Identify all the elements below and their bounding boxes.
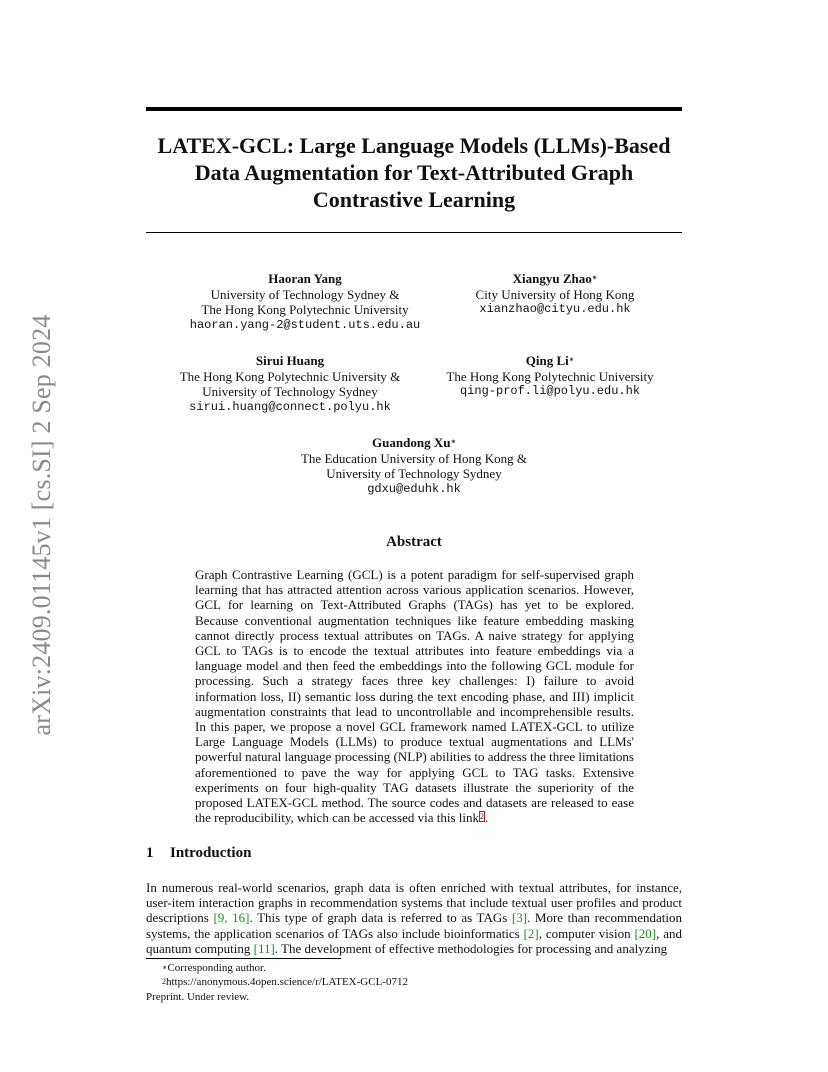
author-block [185, 271, 425, 333]
citation-link[interactable]: [9, 16] [213, 910, 250, 926]
title-line: Data Augmentation for Text-Attributed Graph [194, 160, 634, 185]
intro-paragraph [146, 880, 682, 956]
author-email[interactable]: haoran.yang-2@student.uts.edu.au [189, 317, 421, 332]
section-heading [146, 845, 251, 862]
author-affiliation: University of Technology Sydney [326, 466, 502, 481]
footnote-1 [162, 962, 698, 975]
title-bottom-rule [146, 232, 682, 233]
citation-link[interactable]: [20] [634, 925, 657, 941]
author-affiliation: City University of Hong Kong [475, 286, 635, 302]
title-line: Contrastive Learning [312, 187, 516, 212]
abstract-text [195, 567, 634, 825]
section-title: Introduction [170, 845, 252, 861]
footnote-rule [146, 958, 341, 959]
title-top-rule [146, 107, 682, 111]
author-affiliation: The Education University of Hong Kong & [300, 450, 527, 466]
author-block [280, 435, 548, 497]
author-name: Guandong Xu [372, 435, 451, 450]
preprint-note: Preprint. Under review. [146, 991, 250, 1003]
abstract-heading: Abstract [386, 534, 442, 550]
text-run: . The development of effective methodologies for processing and analyzing [274, 940, 668, 956]
title-line: LATEX-GCL: Large Language Models (LLMs)-Based [157, 133, 671, 158]
author-email[interactable]: gdxu@eduhk.hk [367, 481, 461, 496]
text-run: . This type of graph data is referred to as TAGs [249, 910, 512, 926]
citation-link[interactable]: [11] [253, 940, 275, 956]
text-run: . More than recommendation systems, the application scenarios of TAGs also include bioinformatics [146, 910, 683, 941]
author-name: Sirui Huang [255, 353, 325, 368]
footnote-2 [162, 976, 698, 989]
citation-link[interactable]: [3] [511, 910, 528, 926]
author-affiliation: The Hong Kong Polytechnic University [201, 302, 409, 317]
abstract-body: Graph Contrastive Learning (GCL) is a potent paradigm for self-supervised graph learning that has attracted attention across various application scenarios. However, GCL for learning on Text-Attributed Graphs (TAGs) has yet to be explored. Because conventional augmentation techniques like feature embedding masking cannot directly process textual attributes on TAGs. A naive strategy for applying GCL to TAGs is to encode the textual attributes into feature embeddings via a language model and then feed the embeddings into the following GCL module for processing. Such a strategy faces three key challenges: I) failure to avoid information loss, II) semantic loss during the text encoding phase, and III) implicit augmentation constraints that lead to uncontrollable and incomprehensible results. In this paper, we propose a novel GCL framework named LATEX-GCL to utilize Large Language Models (LLMs) to produce textual augmentations and LLMs' powerful natural language processing (NLP) abilities to address the three limitations aforementioned to pave the way for applying GCL to TAG tasks. Extensive experiments on four high-quality TAG datasets illustrate the superiority of the proposed LATEX-GCL method. The source codes and datasets are released to ease the reproducibility, which can be accessed via this link [195, 567, 634, 826]
corresponding-mark: ∗ [568, 355, 575, 364]
author-name: Qing Li [525, 353, 569, 368]
corresponding-mark: ∗ [591, 273, 598, 282]
text-run: , computer vision [538, 925, 635, 941]
abstract-end: . [484, 810, 489, 826]
author-email[interactable]: xianzhao@cityu.edu.hk [479, 302, 631, 316]
text-run: In numerous real-world scenarios, graph data is often enriched with textual attributes, for instance, user-item interaction graphs in recommendation systems that include textual user profiles and product descriptions [146, 880, 682, 926]
footnote-text: Corresponding author. [167, 962, 266, 974]
footnote-url[interactable]: https://anonymous.4open.science/r/LATEX-GCL-0712 [166, 976, 408, 988]
author-name: Xiangyu Zhao [512, 271, 592, 286]
author-affiliation: The Hong Kong Polytechnic University & [179, 368, 401, 384]
citation-link[interactable]: [2] [523, 925, 539, 941]
section-number: 1 [146, 845, 154, 861]
author-block [170, 353, 410, 415]
author-email[interactable]: sirui.huang@connect.polyu.hk [189, 399, 391, 414]
author-block [450, 271, 660, 318]
author-affiliation: University of Technology Sydney [202, 384, 378, 399]
text-run: , and quantum computing [146, 925, 682, 956]
footnote-mark: ∗ [162, 963, 168, 972]
arxiv-identifier: arXiv:2409.01145v1 [cs.SI] 2 Sep 2024 [27, 314, 56, 736]
author-name: Haoran Yang [268, 271, 342, 286]
author-affiliation: University of Technology Sydney & [210, 286, 400, 302]
paper-title [146, 132, 682, 213]
corresponding-mark: ∗ [450, 437, 456, 446]
author-affiliation: The Hong Kong Polytechnic University [446, 368, 654, 384]
footnote-mark: 2 [162, 977, 166, 986]
author-block [430, 353, 670, 400]
author-email[interactable]: qing-prof.li@polyu.edu.hk [459, 384, 641, 398]
footnote-link[interactable]: 2 [479, 812, 484, 822]
